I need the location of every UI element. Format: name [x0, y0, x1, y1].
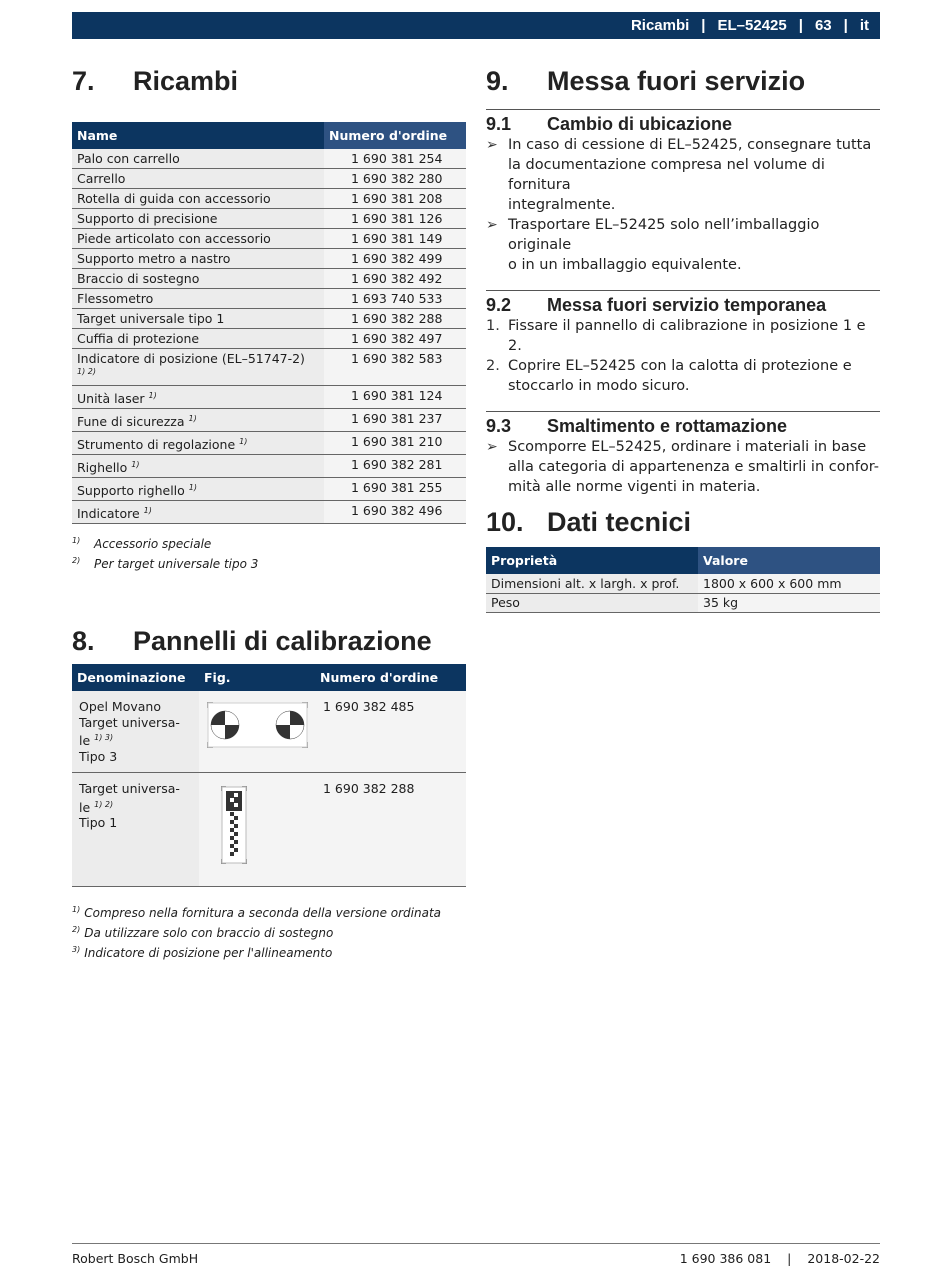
column-header-value: Valore [698, 547, 880, 574]
subsection-heading: 9.1 Cambio di ubicazione [486, 114, 733, 134]
order-number-cell: 1 690 381 255 [324, 478, 466, 501]
part-name-cell: Cuffia di protezione [72, 329, 324, 349]
table-row [72, 386, 466, 409]
value-cell: 35 kg [698, 593, 880, 612]
column-header-figure: Fig. [199, 664, 315, 691]
part-name-cell: Strumento di regolazione $^{1)}$ [72, 432, 324, 455]
header-separator: | [701, 17, 706, 34]
section-number: 9. [486, 66, 509, 96]
part-name-cell: Rotella di guida con accessorio [72, 189, 324, 209]
order-number-cell: 1 690 381 149 [324, 229, 466, 249]
order-number-cell: 1 690 382 485 [315, 691, 466, 773]
table-row [72, 249, 466, 269]
table-row [72, 691, 466, 773]
denomination-cell: Target universa- le $^{1) 2)}$ Tipo 1 [72, 773, 199, 887]
part-name-cell: Piede articolato con accessorio [72, 229, 324, 249]
list-item: ➢ In caso di cessione di EL–52425, consegnare tutta la documentazione compresa nel volume di fornitura integralmente. [486, 137, 872, 213]
footnote: 2) Da utilizzare solo con braccio di sostegno [72, 924, 334, 940]
part-name-cell: Unità laser $^{1)}$ [72, 386, 324, 409]
part-name-cell: Target universale tipo 1 [72, 309, 324, 329]
part-name-cell: Righello $^{1)}$ [72, 455, 324, 478]
column-header-order: Numero d'ordine [324, 122, 466, 149]
order-number-cell: 1 690 382 281 [324, 455, 466, 478]
header-product: EL–52425 [717, 17, 787, 34]
order-number-cell: 1 690 381 124 [324, 386, 466, 409]
subsection-heading: 9.2 Messa fuori servizio temporanea [486, 295, 827, 315]
footer-company: Robert Bosch GmbH [72, 1251, 199, 1266]
property-cell: Dimensioni alt. x largh. x prof. [486, 574, 698, 593]
part-name-cell: Fune di sicurezza $^{1)}$ [72, 409, 324, 432]
part-name-cell: Palo con carrello [72, 149, 324, 169]
order-number-cell: 1 690 382 496 [324, 501, 466, 524]
order-number-cell: 1 690 381 208 [324, 189, 466, 209]
calibration-footnotes [72, 903, 466, 963]
arrow-bullet-icon: ➢ [486, 137, 498, 153]
footer-separator: | [787, 1251, 792, 1266]
part-name-cell: Supporto di precisione [72, 209, 324, 229]
value-cell: 1800 x 600 x 600 mm [698, 574, 880, 593]
technical-data-table [486, 547, 880, 613]
order-number-cell: 1 690 382 280 [324, 169, 466, 189]
part-name-cell: Supporto metro a nastro [72, 249, 324, 269]
spare-parts-footnotes [72, 534, 466, 574]
arrow-bullet-icon: ➢ [486, 217, 498, 233]
order-number-cell: 1 690 382 288 [324, 309, 466, 329]
section-title: Pannelli di calibrazione [133, 626, 432, 656]
left-column [72, 66, 466, 963]
header-separator: | [798, 17, 803, 34]
part-name-cell: Indicatore $^{1)}$ [72, 501, 324, 524]
column-header-order: Numero d'ordine [315, 664, 466, 691]
target-type-1-figure [221, 786, 247, 864]
footer-date: 2018-02-22 [807, 1251, 880, 1266]
subsection-9-3 [486, 411, 880, 497]
table-row [72, 229, 466, 249]
section-title: Ricambi [133, 66, 239, 96]
footer-document-number: 1 690 386 081 [679, 1251, 772, 1266]
table-row [486, 574, 880, 593]
footer-rule [72, 1243, 880, 1244]
page-footer [72, 1251, 880, 1266]
bullet-list [486, 135, 880, 275]
order-number-cell: 1 690 382 499 [324, 249, 466, 269]
section-title: Dati tecnici [547, 507, 692, 537]
list-item: ➢ Scomporre EL–52425, ordinare i materiali in base alla categoria di appartenenza e smaltirli in confor- mità alle norme vigenti in materia. [486, 439, 880, 495]
column-header-property: Proprietà [486, 547, 698, 574]
table-row [72, 269, 466, 289]
order-number-cell: 1 690 382 583 [324, 349, 466, 386]
column-header-name: Name [72, 122, 324, 149]
page-header-bar [72, 12, 880, 39]
part-name-cell: Braccio di sostegno [72, 269, 324, 289]
section-9-heading [486, 66, 880, 97]
bullet-list [486, 437, 880, 497]
subsection-9-1 [486, 109, 880, 275]
table-row [72, 455, 466, 478]
property-cell: Peso [486, 593, 698, 612]
footnote: 3) Indicatore di posizione per l'allineamento [72, 944, 333, 960]
section-number: 10. [486, 507, 524, 537]
column-header-denomination: Denominazione [72, 664, 199, 691]
table-row [72, 329, 466, 349]
table-row [486, 593, 880, 612]
footnote: 2) Per target universale tipo 3 [72, 555, 259, 571]
figure-cell [199, 773, 315, 887]
order-number-cell: 1 693 740 533 [324, 289, 466, 309]
list-item: 1. Fissare il pannello di calibrazione in posizione 1 e 2. [486, 318, 866, 354]
arrow-bullet-icon: ➢ [486, 439, 498, 455]
order-number-cell: 1 690 381 254 [324, 149, 466, 169]
header-page-number: 63 [814, 17, 832, 34]
table-row [72, 169, 466, 189]
table-row [72, 349, 466, 386]
order-number-cell: 1 690 381 126 [324, 209, 466, 229]
subsection-9-2 [486, 290, 880, 396]
footnote: 1) Compreso nella fornitura a seconda della versione ordinata [72, 904, 442, 920]
section-8-heading [72, 626, 466, 657]
order-number-cell: 1 690 381 210 [324, 432, 466, 455]
table-row [72, 189, 466, 209]
section-7-heading [72, 66, 466, 97]
right-column [486, 66, 880, 613]
table-row [72, 409, 466, 432]
order-number-cell: 1 690 382 497 [324, 329, 466, 349]
footnote: 1) Accessorio speciale [72, 535, 212, 551]
table-row [72, 149, 466, 169]
table-row [72, 478, 466, 501]
header-section: Ricambi [630, 17, 690, 34]
part-name-cell: Carrello [72, 169, 324, 189]
table-row [72, 289, 466, 309]
spare-parts-table [72, 122, 466, 524]
table-row [72, 209, 466, 229]
target-type-3-figure [207, 702, 308, 748]
numbered-list [486, 316, 880, 396]
order-number-cell: 1 690 381 237 [324, 409, 466, 432]
table-row [72, 309, 466, 329]
section-number: 8. [72, 626, 95, 656]
denomination-cell: Opel Movano Target universa- le $^{1) 3)}$ Tipo 3 [72, 691, 199, 773]
list-item: ➢ Trasportare EL–52425 solo nell’imballaggio originale o in un imballaggio equivalente. [486, 217, 820, 273]
order-number-cell: 1 690 382 492 [324, 269, 466, 289]
part-name-cell: Indicatore di posizione (EL–51747-2) 1) 2) [72, 349, 324, 386]
calibration-panels-table [72, 664, 466, 887]
list-item: 2. Coprire EL–52425 con la calotta di protezione e stoccarlo in modo sicuro. [486, 358, 852, 394]
section-title: Messa fuori servizio [547, 66, 806, 96]
header-language: it [859, 17, 869, 34]
part-name-cell: Flessometro [72, 289, 324, 309]
subsection-heading: 9.3 Smaltimento e rottamazione [486, 416, 788, 436]
table-row [72, 773, 466, 887]
section-10-heading [486, 507, 880, 538]
part-name-cell: Supporto righello $^{1)}$ [72, 478, 324, 501]
header-separator: | [843, 17, 848, 34]
section-number: 7. [72, 66, 95, 96]
order-number-cell: 1 690 382 288 [315, 773, 466, 887]
table-row [72, 501, 466, 524]
table-row [72, 432, 466, 455]
figure-cell [199, 691, 315, 773]
